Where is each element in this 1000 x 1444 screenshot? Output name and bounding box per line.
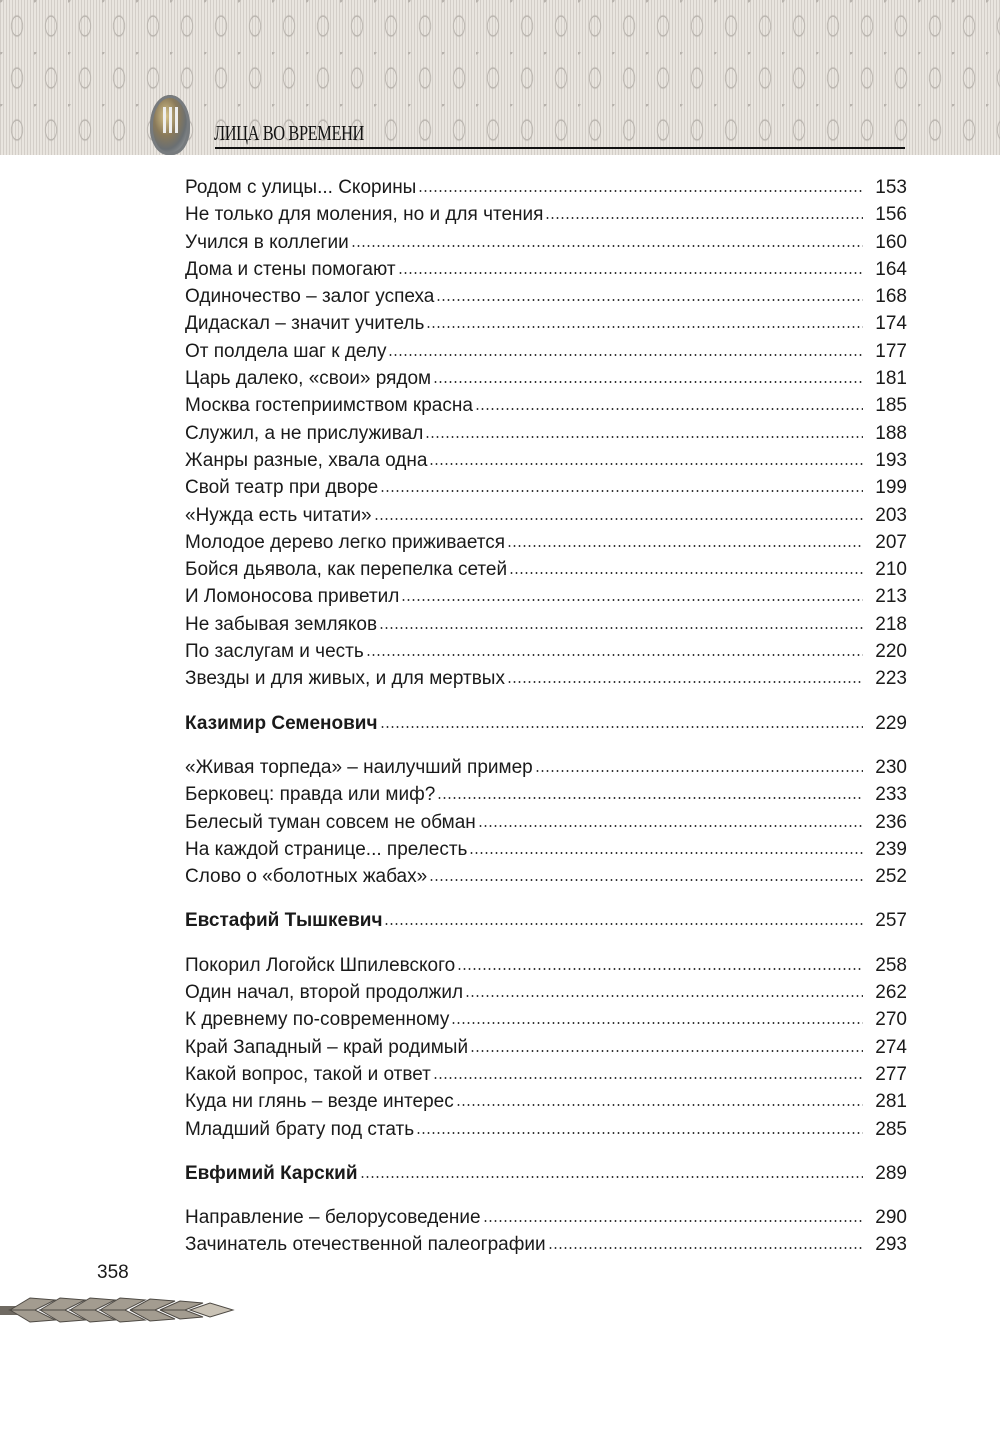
toc-page-number: 203 (875, 504, 907, 526)
toc-entry (185, 809, 907, 836)
toc-entry-title: Родом с улицы... Скорины (185, 177, 417, 198)
toc-page-number: 174 (875, 313, 907, 335)
toc-entry (185, 952, 907, 979)
toc-page-number: 207 (875, 531, 907, 553)
toc-entry-title: Берковец: правда или миф? (185, 784, 436, 806)
dot-leader (419, 189, 863, 193)
toc-page-number: 220 (875, 641, 907, 663)
toc-entry-title: Слово о «болотных жабах» (185, 866, 428, 888)
toc-entry-title: И Ломоносова приветил (185, 586, 400, 608)
dot-leader (549, 1246, 863, 1250)
toc-entry-title: Молодое дерево легко приживается (185, 531, 506, 553)
wheat-spike-ornament-icon (0, 1293, 235, 1327)
dot-leader (438, 796, 863, 800)
dot-leader (452, 1021, 863, 1025)
toc-entry (185, 1204, 907, 1231)
toc-entry (185, 1061, 907, 1088)
dot-leader (430, 462, 863, 466)
dot-leader (399, 271, 863, 275)
toc-entry-title: Край Западный – край родимый (185, 1036, 469, 1058)
dot-leader (367, 653, 863, 657)
toc-entry (185, 365, 907, 392)
toc-entry-title: Казимир Семенович (185, 712, 378, 734)
toc-entry (185, 611, 907, 638)
table-of-contents (185, 174, 907, 1259)
toc-page-number: 156 (875, 204, 907, 226)
dot-leader (457, 1103, 863, 1107)
toc-entry-title: Куда ни глянь – везде интерес (185, 1091, 454, 1113)
toc-page-number: 181 (875, 368, 907, 390)
toc-entry-title: Дидаскал – значит учитель (185, 313, 425, 335)
toc-entry (185, 863, 907, 890)
toc-entry-title: Жанры разные, хвала одна (185, 449, 428, 471)
toc-page-number: 223 (875, 668, 907, 690)
dot-leader (385, 922, 863, 926)
dot-leader (508, 680, 863, 684)
toc-entry-title: Какой вопрос, такой и ответ (185, 1063, 431, 1085)
dot-leader (381, 725, 863, 729)
toc-page-number: 193 (875, 449, 907, 471)
dot-leader (470, 851, 863, 855)
toc-entry-title: От полдела шаг к делу (185, 340, 387, 362)
toc-entry-title: «Живая торпеда» – наилучший пример (185, 756, 533, 778)
toc-entry-title: Не только для моления, но и для чтения (185, 204, 544, 226)
toc-page-number: 213 (875, 586, 907, 608)
toc-section-heading (185, 710, 907, 737)
toc-entry (185, 979, 907, 1006)
toc-entry (185, 1006, 907, 1033)
toc-page-number: 270 (875, 1009, 907, 1031)
toc-page-number: 185 (875, 395, 907, 417)
toc-entry (185, 420, 907, 447)
dot-leader (352, 244, 863, 248)
toc-entry (185, 474, 907, 501)
toc-entry (185, 392, 907, 419)
dot-leader (389, 353, 863, 357)
toc-entry (185, 447, 907, 474)
toc-page-number: 257 (875, 910, 907, 932)
dot-leader (466, 994, 863, 998)
toc-entry-title: К древнему по-современному (185, 1009, 450, 1031)
emblem-icon (150, 95, 190, 155)
toc-entry-title: Царь далеко, «свои» рядом (185, 368, 432, 390)
toc-page-number: 252 (875, 866, 907, 888)
toc-page-number: 164 (875, 258, 907, 280)
dot-leader (484, 1219, 863, 1223)
dot-leader (471, 1049, 863, 1053)
toc-entry (185, 665, 907, 692)
dot-leader (458, 967, 863, 971)
toc-entry (185, 836, 907, 863)
toc-page-number: 233 (875, 784, 907, 806)
toc-page-number: 210 (875, 559, 907, 581)
header-rule (215, 147, 905, 149)
dot-leader (381, 489, 863, 493)
toc-page-number: 168 (875, 286, 907, 308)
toc-entry-title: Одиночество – залог успеха (185, 286, 435, 308)
toc-entry-title: Не забывая земляков (185, 613, 378, 635)
toc-entry (185, 201, 907, 228)
toc-page-number: 230 (875, 756, 907, 778)
toc-section-heading (185, 907, 907, 934)
toc-entry-title: «Нужда есть читати» (185, 504, 372, 526)
toc-entry (185, 583, 907, 610)
toc-entry (185, 638, 907, 665)
dot-leader (402, 598, 863, 602)
toc-page-number: 290 (875, 1207, 907, 1229)
toc-entry-title: Свой театр при дворе (185, 477, 379, 499)
toc-entry-title: Москва гостеприимством красна (185, 395, 473, 417)
toc-entry (185, 1116, 907, 1143)
toc-page-number: 229 (875, 712, 907, 734)
toc-entry (185, 781, 907, 808)
toc-page-number: 218 (875, 613, 907, 635)
dot-leader (510, 571, 863, 575)
toc-page-number: 239 (875, 838, 907, 860)
toc-page-number: 277 (875, 1063, 907, 1085)
toc-entry (185, 310, 907, 337)
toc-entry-title: Евстафий Тышкевич (185, 910, 383, 932)
toc-entry-title: Звезды и для живых, и для мертвых (185, 668, 505, 690)
dot-leader (479, 824, 863, 828)
toc-entry-title: Один начал, второй продолжил (185, 982, 464, 1004)
dot-leader (427, 325, 863, 329)
toc-section-heading (185, 1160, 907, 1187)
toc-page-number: 262 (875, 982, 907, 1004)
toc-entry (185, 556, 907, 583)
toc-entry-title: На каждой странице... прелесть (185, 838, 468, 860)
toc-entry (185, 229, 907, 256)
toc-entry (185, 1231, 907, 1258)
dot-leader (476, 407, 863, 411)
toc-entry (185, 338, 907, 365)
toc-page-number: 188 (875, 422, 907, 444)
dot-leader (361, 1175, 863, 1179)
toc-page-number: 160 (875, 231, 907, 253)
toc-entry (185, 529, 907, 556)
toc-entry-title: Направление – белорусоведение (185, 1207, 481, 1229)
dot-leader (546, 216, 863, 220)
toc-entry (185, 1034, 907, 1061)
toc-entry (185, 283, 907, 310)
toc-page-number: 274 (875, 1036, 907, 1058)
toc-entry (185, 1088, 907, 1115)
toc-page-number: 199 (875, 477, 907, 499)
dot-leader (417, 1131, 863, 1135)
toc-entry-title: Зачинатель отечественной палеографии (185, 1234, 546, 1256)
toc-entry (185, 256, 907, 283)
dot-leader (508, 544, 863, 548)
dot-leader (375, 517, 863, 521)
toc-page-number: 289 (875, 1162, 907, 1184)
toc-page-number: 258 (875, 954, 907, 976)
toc-entry-title: Учился в коллегии (185, 231, 349, 253)
toc-entry-title: Бойся дьявола, как перепелка сетей (185, 559, 508, 581)
toc-entry-title: Служил, а не прислуживал (185, 422, 424, 444)
toc-entry (185, 174, 907, 201)
dot-leader (380, 626, 863, 630)
dot-leader (536, 769, 863, 773)
toc-entry-title: Покорил Логойск Шпилевского (185, 954, 456, 976)
toc-page-number: 153 (875, 177, 907, 198)
toc-page-number: 236 (875, 811, 907, 833)
toc-entry-title: Евфимий Карский (185, 1162, 358, 1184)
toc-entry (185, 754, 907, 781)
toc-page-number: 281 (875, 1091, 907, 1113)
toc-entry-title: Дома и стены помогают (185, 258, 396, 280)
page-number: 358 (97, 1262, 129, 1283)
dot-leader (437, 298, 863, 302)
running-header-title: ЛИЦА ВО ВРЕМЕНИ (214, 121, 364, 145)
toc-entry-title: Белесый туман совсем не обман (185, 811, 476, 833)
toc-entry (185, 502, 907, 529)
dot-leader (426, 435, 863, 439)
dot-leader (434, 380, 863, 384)
toc-entry-title: Младший брату под стать (185, 1118, 415, 1140)
toc-page-number: 285 (875, 1118, 907, 1140)
toc-entry-title: По заслугам и честь (185, 641, 364, 663)
toc-page-number: 293 (875, 1234, 907, 1256)
dot-leader (430, 878, 863, 882)
dot-leader (434, 1076, 863, 1080)
toc-page-number: 177 (875, 340, 907, 362)
